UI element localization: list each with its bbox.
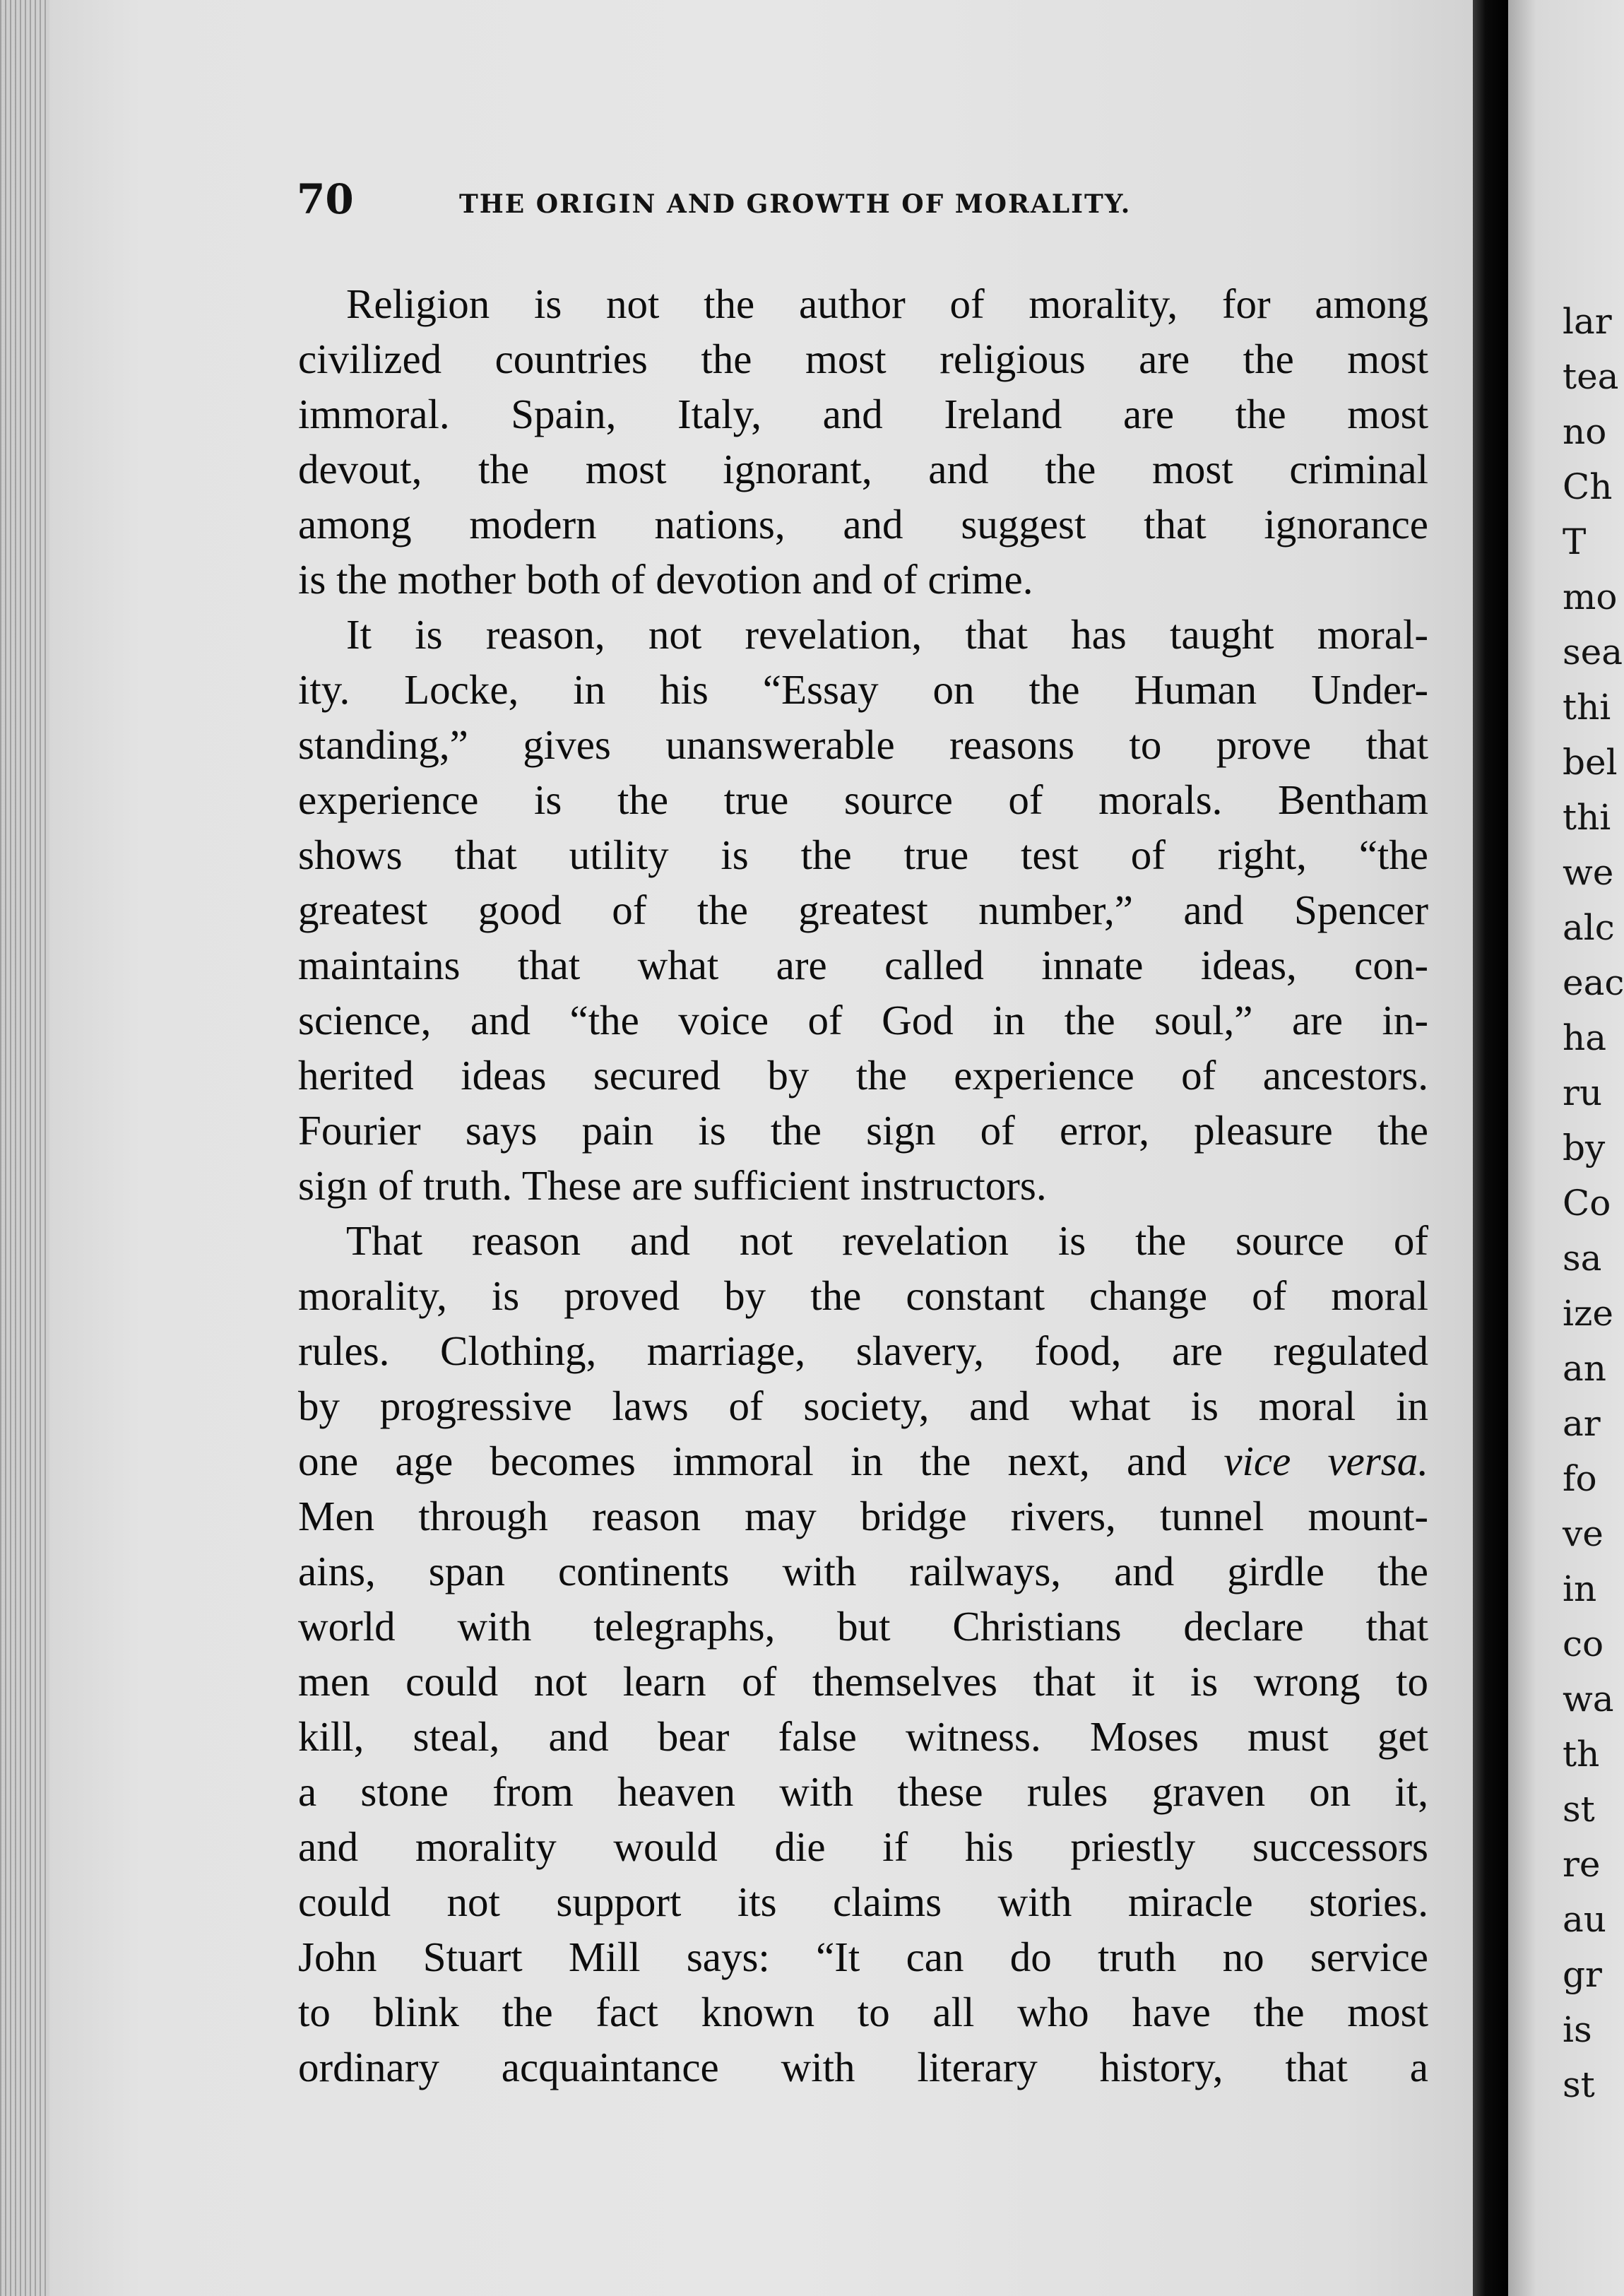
text-line: ordinary acquaintance with literary history, that a xyxy=(298,2044,1428,2090)
text-line: kill, steal, and bear false witness. Moses must get xyxy=(298,1713,1428,1760)
text-line: It is reason, not revelation, that has taught moral- xyxy=(346,611,1428,658)
facing-page-fragment: co xyxy=(1563,1623,1604,1664)
facing-page-fragment: mo xyxy=(1563,576,1618,617)
facing-page-fragment: sea xyxy=(1563,632,1623,673)
running-head xyxy=(297,175,1420,227)
text-line: sign of truth. These are sufficient instructors. xyxy=(298,1162,1047,1209)
text-line: science, and “the voice of God in the soul,” are in- xyxy=(298,997,1428,1043)
facing-page-fragment: re xyxy=(1563,1844,1601,1885)
text-line: greatest good of the greatest number,” and Spencer xyxy=(298,887,1428,933)
text-line: world with telegraphs, but Christians declare that xyxy=(298,1603,1428,1650)
text-line: ains, span continents with railways, and girdle the xyxy=(298,1548,1428,1594)
running-head-title: THE ORIGIN AND GROWTH OF MORALITY. xyxy=(459,189,1132,219)
facing-page-fragment: thi xyxy=(1563,797,1611,838)
text-line: Fourier says pain is the sign of error, pleasure the xyxy=(298,1107,1428,1154)
facing-page-fragment: by xyxy=(1563,1128,1606,1168)
facing-page-fragment: alc xyxy=(1563,907,1615,948)
text-line: shows that utility is the true test of right, “the xyxy=(298,832,1428,878)
text-line: and morality would die if his priestly successors xyxy=(298,1823,1428,1870)
facing-page-fragment: lar xyxy=(1563,301,1612,342)
text-line: to blink the fact known to all who have the most xyxy=(298,1989,1428,2035)
binding-edge xyxy=(0,0,49,2296)
facing-page-fragment: ve xyxy=(1563,1513,1604,1554)
facing-page-fragment: an xyxy=(1563,1348,1607,1389)
text-line: experience is the true source of morals. Bentham xyxy=(298,776,1428,823)
facing-page-fragment: is xyxy=(1563,2009,1592,2050)
facing-page-fragment: tea xyxy=(1563,356,1619,397)
text-line: rules. Clothing, marriage, slavery, food, are regulated xyxy=(298,1327,1428,1374)
text-line: a stone from heaven with these rules graven on it, xyxy=(298,1768,1428,1815)
text-line: standing,” gives unanswerable reasons to prove that xyxy=(298,721,1428,768)
facing-page-fragment: Co xyxy=(1563,1183,1611,1224)
text-line: could not support its claims with miracle stories. xyxy=(298,1878,1428,1925)
text-line: men could not learn of themselves that it is wrong to xyxy=(298,1658,1428,1705)
facing-page-fragment: gr xyxy=(1563,1954,1602,1995)
facing-page-fragment: st xyxy=(1563,2064,1595,2105)
text-line: immoral. Spain, Italy, and Ireland are the most xyxy=(298,391,1428,437)
facing-page-fragment: au xyxy=(1563,1899,1607,1940)
facing-page-fragment: thi xyxy=(1563,687,1611,728)
facing-page-fragment: no xyxy=(1563,411,1607,452)
facing-page-fragment: th xyxy=(1563,1734,1600,1775)
text-line: Men through reason may bridge rivers, tunnel mount- xyxy=(298,1493,1428,1539)
text-line: by progressive laws of society, and what is moral in xyxy=(298,1383,1428,1429)
facing-page-fragment: st xyxy=(1563,1789,1595,1830)
facing-page-fragment: T xyxy=(1563,521,1587,562)
text-line: That reason and not revelation is the source of xyxy=(346,1217,1428,1264)
facing-page-fragment: fo xyxy=(1563,1458,1597,1499)
gutter-shadow xyxy=(1473,0,1508,2296)
italic-phrase: vice versa. xyxy=(1223,1438,1429,1484)
facing-page-fragment: ha xyxy=(1563,1017,1607,1058)
facing-page-fragment: ar xyxy=(1563,1403,1601,1444)
facing-page-fragment: in xyxy=(1563,1568,1597,1609)
facing-page-fragment: wa xyxy=(1563,1679,1614,1720)
text-line: herited ideas secured by the experience of ancestors. xyxy=(298,1052,1428,1099)
text-line: John Stuart Mill says: “It can do truth no service xyxy=(298,1934,1428,1980)
facing-page-fragment: ru xyxy=(1563,1072,1603,1113)
text-line-start: one age becomes immoral in the next, and xyxy=(298,1438,1187,1484)
facing-page-fragment: Ch xyxy=(1563,466,1613,507)
text-line: civilized countries the most religious are the most xyxy=(298,336,1428,382)
text-line-with-italic xyxy=(298,1436,1428,1486)
facing-page-fragment: sa xyxy=(1563,1238,1602,1279)
facing-page-fragment: eac xyxy=(1563,962,1624,1003)
facing-page-fragment: bel xyxy=(1563,742,1618,783)
text-line: among modern nations, and suggest that ignorance xyxy=(298,501,1428,548)
text-line: devout, the most ignorant, and the most criminal xyxy=(298,446,1428,492)
page-number: 70 xyxy=(297,175,354,223)
text-line: maintains that what are called innate ideas, con- xyxy=(298,942,1428,988)
facing-page-fragment: we xyxy=(1563,852,1614,893)
text-line: is the mother both of devotion and of crime. xyxy=(298,556,1033,603)
text-line: Religion is not the author of morality, for among xyxy=(346,280,1428,327)
text-line: ity. Locke, in his “Essay on the Human Under- xyxy=(298,666,1428,713)
facing-page-fragment: ize xyxy=(1563,1293,1613,1334)
text-line: morality, is proved by the constant change of moral xyxy=(298,1272,1428,1319)
